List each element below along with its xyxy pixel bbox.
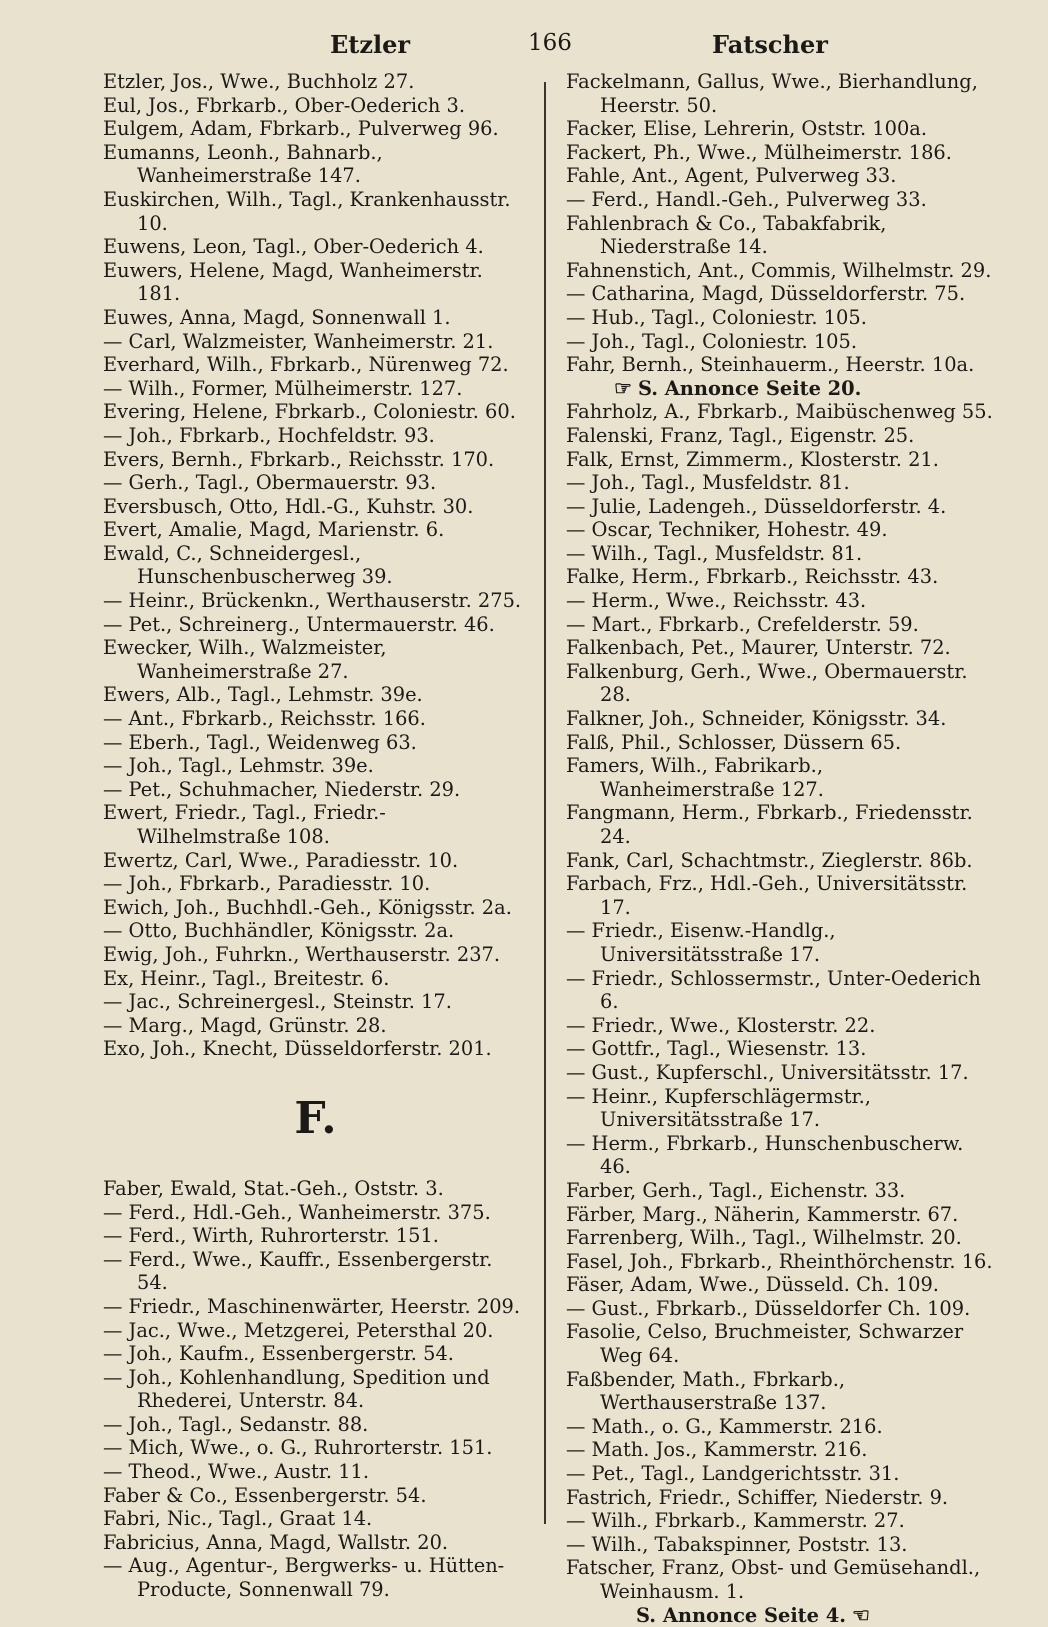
directory-entry: Exo, Joh., Knecht, Düsseldorferstr. 201. xyxy=(103,1037,492,1061)
directory-entry: Fahrholz, A., Fbrkarb., Maibüschenweg 55. xyxy=(566,400,993,424)
directory-entry: — Friedr., Eisenw.-Handlg., Universitätsstraße 17. xyxy=(566,919,836,966)
directory-entry: — Marg., Magd, Grünstr. 28. xyxy=(103,1013,387,1037)
directory-entry: Falß, Phil., Schlosser, Düssern 65. xyxy=(566,730,902,754)
directory-entry: — Joh., Tagl., Lehmstr. 39e. xyxy=(103,754,374,778)
directory-entry: Fasolie, Celso, Bruchmeister, Schwarzer Weg 64. xyxy=(566,1320,964,1368)
directory-entry: — Friedr., Maschinenwärter, Heerstr. 209. xyxy=(103,1294,521,1318)
directory-entry: — Wilh., Fbrkarb., Kammerstr. 27. xyxy=(566,1509,905,1533)
directory-entry: Falkner, Joh., Schneider, Königsstr. 34. xyxy=(566,707,947,731)
column-divider xyxy=(544,82,546,1524)
directory-entry: Eul, Jos., Fbrkarb., Ober-Oederich 3. xyxy=(103,93,466,117)
directory-entry: — Wilh., Tagl., Musfeldstr. 81. xyxy=(566,541,863,565)
directory-entry: Fabri, Nic., Tagl., Graat 14. xyxy=(103,1507,373,1531)
directory-entry: Fangmann, Herm., Fbrkarb., Friedensstr. 24. xyxy=(566,801,973,848)
directory-entry: Falkenbach, Pet., Maurer, Unterstr. 72. xyxy=(566,636,951,660)
directory-entry: — Mart., Fbrkarb., Crefelderstr. 59. xyxy=(566,612,919,636)
directory-entry: Famers, Wilh., Fabrikarb., Wanheimerstraße 127. xyxy=(566,754,824,801)
directory-entry: — Friedr., Wwe., Klosterstr. 22. xyxy=(566,1013,876,1037)
directory-entry: Farrenberg, Wilh., Tagl., Wilhelmstr. 20. xyxy=(566,1226,962,1250)
directory-entry: — Herm., Fbrkarb., Hunschenbuscherw. 46. xyxy=(566,1131,964,1179)
directory-entry: Ewich, Joh., Buchhdl.-Geh., Königsstr. 2a. xyxy=(103,895,512,919)
directory-entry: Evers, Bernh., Fbrkarb., Reichsstr. 170. xyxy=(103,447,495,471)
entries-fa xyxy=(566,70,999,377)
directory-entry: — Ferd., Wwe., Kauffr., Essenbergerstr. 54. xyxy=(103,1247,493,1295)
directory-entry: — Pet., Tagl., Landgerichtsstr. 31. xyxy=(566,1462,900,1486)
directory-entry: Euskirchen, Wilh., Tagl., Krankenhausstr. 10. xyxy=(103,187,511,235)
directory-entry: — Gottfr., Tagl., Wiesenstr. 13. xyxy=(566,1037,867,1061)
directory-entry: — Joh., Tagl., Coloniestr. 105. xyxy=(566,329,858,353)
directory-entry: Farber, Gerh., Tagl., Eichenstr. 33. xyxy=(566,1178,906,1202)
directory-entry: Fackelmann, Gallus, Wwe., Bierhandlung, Heerstr. 50. xyxy=(566,70,978,117)
directory-entry: — Joh., Fbrkarb., Paradiesstr. 10. xyxy=(103,872,431,896)
directory-entry: — Gerh., Tagl., Obermauerstr. 93. xyxy=(103,471,437,495)
directory-entry: — Jac., Wwe., Metzgerei, Petersthal 20. xyxy=(103,1318,494,1342)
directory-entry: Fackert, Ph., Wwe., Mülheimerstr. 186. xyxy=(566,140,952,164)
directory-entry: Falkenburg, Gerh., Wwe., Obermauerstr. 28. xyxy=(566,659,968,707)
directory-entry: Faßbender, Math., Fbrkarb., Werthauserstraße 137. xyxy=(566,1367,846,1415)
entries-fal xyxy=(566,400,999,1603)
directory-entry: Faber, Ewald, Stat.-Geh., Oststr. 3. xyxy=(103,1176,444,1200)
directory-entry: Fatscher, Franz, Obst- und Gemüsehandl., Weinhausm. 1. xyxy=(566,1556,981,1603)
directory-entry: Fahnenstich, Ant., Commis, Wilhelmstr. 29. xyxy=(566,258,992,282)
directory-entry: Ewert, Friedr., Tagl., Friedr.-Wilhelmstraße 108. xyxy=(103,801,386,848)
directory-entry: Fabricius, Anna, Magd, Wallstr. 20. xyxy=(103,1530,449,1554)
annonce-note-1 xyxy=(566,377,999,401)
directory-entry: Eumanns, Leonh., Bahnarb., Wanheimerstraße 147. xyxy=(103,140,383,188)
directory-entry: — Math., o. G., Kammerstr. 216. xyxy=(566,1414,883,1438)
directory-entry: Fäser, Adam, Wwe., Düsseld. Ch. 109. xyxy=(566,1273,939,1297)
directory-entry: — Joh., Fbrkarb., Hochfeldstr. 93. xyxy=(103,423,435,447)
directory-entry: Euwes, Anna, Magd, Sonnenwall 1. xyxy=(103,305,451,329)
directory-entry: — Ferd., Handl.-Geh., Pulverweg 33. xyxy=(566,187,927,211)
directory-entry: Fank, Carl, Schachtmstr., Zieglerstr. 86b. xyxy=(566,848,973,872)
directory-entry: — Joh., Tagl., Sedanstr. 88. xyxy=(103,1412,369,1436)
directory-entry: — Aug., Agentur-, Bergwerks- u. Hütten-Producte, Sonnenwall 79. xyxy=(103,1554,505,1602)
directory-entry: — Pet., Schreinerg., Untermauerstr. 46. xyxy=(103,612,495,636)
directory-entry: — Wilh., Former, Mülheimerstr. 127. xyxy=(103,376,463,400)
directory-entry: Ewertz, Carl, Wwe., Paradiesstr. 10. xyxy=(103,848,459,872)
hand-pointing-left-icon: ☜ xyxy=(851,1602,870,1627)
directory-entry: Euwers, Helene, Magd, Wanheimerstr. 181. xyxy=(103,258,483,306)
directory-entry: Etzler, Jos., Wwe., Buchholz 27. xyxy=(103,70,415,93)
directory-entry: Evering, Helene, Fbrkarb., Coloniestr. 60. xyxy=(103,400,516,424)
directory-entry: — Hub., Tagl., Coloniestr. 105. xyxy=(566,305,867,329)
directory-entry: Ewecker, Wilh., Walzmeister, Wanheimerstraße 27. xyxy=(103,636,387,683)
running-head-left: Etzler xyxy=(330,30,411,59)
directory-entry: — Ferd., Hdl.-Geh., Wanheimerstr. 375. xyxy=(103,1200,491,1224)
left-column xyxy=(103,70,528,1602)
directory-entry: — Jac., Schreinergesl., Steinstr. 17. xyxy=(103,990,452,1014)
directory-entry: — Heinr., Brückenkn., Werthauserstr. 275. xyxy=(103,589,522,613)
directory-entry: Fasel, Joh., Fbrkarb., Rheinthörchenstr. 16. xyxy=(566,1249,993,1273)
directory-entry: Eversbusch, Otto, Hdl.-G., Kuhstr. 30. xyxy=(103,494,474,518)
directory-entry: — Math. Jos., Kammerstr. 216. xyxy=(566,1438,868,1462)
directory-entry: — Ferd., Wirth, Ruhrorterstr. 151. xyxy=(103,1224,439,1248)
hand-pointing-right-icon: ☞ xyxy=(614,375,632,400)
directory-entry: — Joh., Kohlenhandlung, Spedition und Rhederei, Unterstr. 84. xyxy=(103,1365,490,1413)
directory-entry: — Pet., Schuhmacher, Niederstr. 29. xyxy=(103,777,461,801)
directory-entry: — Carl, Walzmeister, Wanheimerstr. 21. xyxy=(103,329,494,353)
directory-entry: — Julie, Ladengeh., Düsseldorferstr. 4. xyxy=(566,494,947,518)
directory-entry: Farbach, Frz., Hdl.-Geh., Universitätsstr. 17. xyxy=(566,872,968,919)
directory-entry: Falenski, Franz, Tagl., Eigenstr. 25. xyxy=(566,423,915,447)
directory-entry: Ewald, C., Schneidergesl., Hunschenbuscherweg 39. xyxy=(103,541,393,589)
running-head-right: Fatscher xyxy=(712,30,828,59)
directory-entry: Falke, Herm., Fbrkarb., Reichsstr. 43. xyxy=(566,565,939,589)
directory-entry: Fahle, Ant., Agent, Pulverweg 33. xyxy=(566,164,897,188)
annonce-note-2 xyxy=(566,1604,999,1627)
directory-entry: — Mich, Wwe., o. G., Ruhrorterstr. 151. xyxy=(103,1436,493,1460)
directory-entry: Fahr, Bernh., Steinhauerm., Heerstr. 10a. xyxy=(566,353,975,377)
directory-entry: Everhard, Wilh., Fbrkarb., Nürenweg 72. xyxy=(103,353,509,377)
directory-entry: — Friedr., Schlossermstr., Unter-Oederich 6. xyxy=(566,966,981,1014)
directory-entry: Euwens, Leon, Tagl., Ober-Oederich 4. xyxy=(103,235,484,259)
directory-entry: — Catharina, Magd, Düsseldorferstr. 75. xyxy=(566,282,966,306)
directory-entry: Facker, Elise, Lehrerin, Oststr. 100a. xyxy=(566,117,928,141)
directory-entry: — Otto, Buchhändler, Königsstr. 2a. xyxy=(103,919,455,943)
directory-entry: Faber & Co., Essenbergerstr. 54. xyxy=(103,1483,427,1507)
directory-entry: — Ant., Fbrkarb., Reichsstr. 166. xyxy=(103,707,426,731)
directory-entry: Falk, Ernst, Zimmerm., Klosterstr. 21. xyxy=(566,447,939,471)
directory-entry: — Joh., Kaufm., Essenbergerstr. 54. xyxy=(103,1342,454,1366)
right-column xyxy=(566,70,999,1627)
directory-entry: — Gust., Kupferschl., Universitätsstr. 17. xyxy=(566,1060,969,1084)
directory-entry: — Joh., Tagl., Musfeldstr. 81. xyxy=(566,471,850,495)
directory-entry: Fahlenbrach & Co., Tabakfabrik, Niederstraße 14. xyxy=(566,211,887,259)
directory-entry: Eulgem, Adam, Fbrkarb., Pulverweg 96. xyxy=(103,117,499,141)
directory-entry: Evert, Amalie, Magd, Marienstr. 6. xyxy=(103,518,445,542)
directory-entry: — Wilh., Tabakspinner, Poststr. 13. xyxy=(566,1532,908,1556)
directory-entry: — Oscar, Techniker, Hohestr. 49. xyxy=(566,518,888,542)
directory-entry: — Gust., Fbrkarb., Düsseldorfer Ch. 109. xyxy=(566,1296,971,1320)
directory-entry: Färber, Marg., Näherin, Kammerstr. 67. xyxy=(566,1202,959,1226)
directory-entry: — Heinr., Kupferschlägermstr., Universitätsstraße 17. xyxy=(566,1084,871,1132)
entries-f xyxy=(103,1177,528,1602)
page-number: 166 xyxy=(528,30,572,56)
directory-entry: — Eberh., Tagl., Weidenweg 63. xyxy=(103,730,417,754)
directory-entry: Ex, Heinr., Tagl., Breitestr. 6. xyxy=(103,966,390,990)
directory-entry: — Herm., Wwe., Reichsstr. 43. xyxy=(566,589,867,613)
directory-entry: — Theod., Wwe., Austr. 11. xyxy=(103,1460,370,1484)
directory-entry: Fastrich, Friedr., Schiffer, Niederstr. 9. xyxy=(566,1485,949,1509)
annonce-text-1: S. Annonce Seite 20. xyxy=(637,376,862,400)
annonce-text-2: S. Annonce Seite 4. xyxy=(636,1603,846,1627)
entries-e xyxy=(103,70,528,1061)
directory-entry: Ewig, Joh., Fuhrkn., Werthauserstr. 237. xyxy=(103,942,501,966)
section-letter: F. xyxy=(294,1092,337,1144)
directory-entry: Ewers, Alb., Tagl., Lehmstr. 39e. xyxy=(103,683,423,707)
